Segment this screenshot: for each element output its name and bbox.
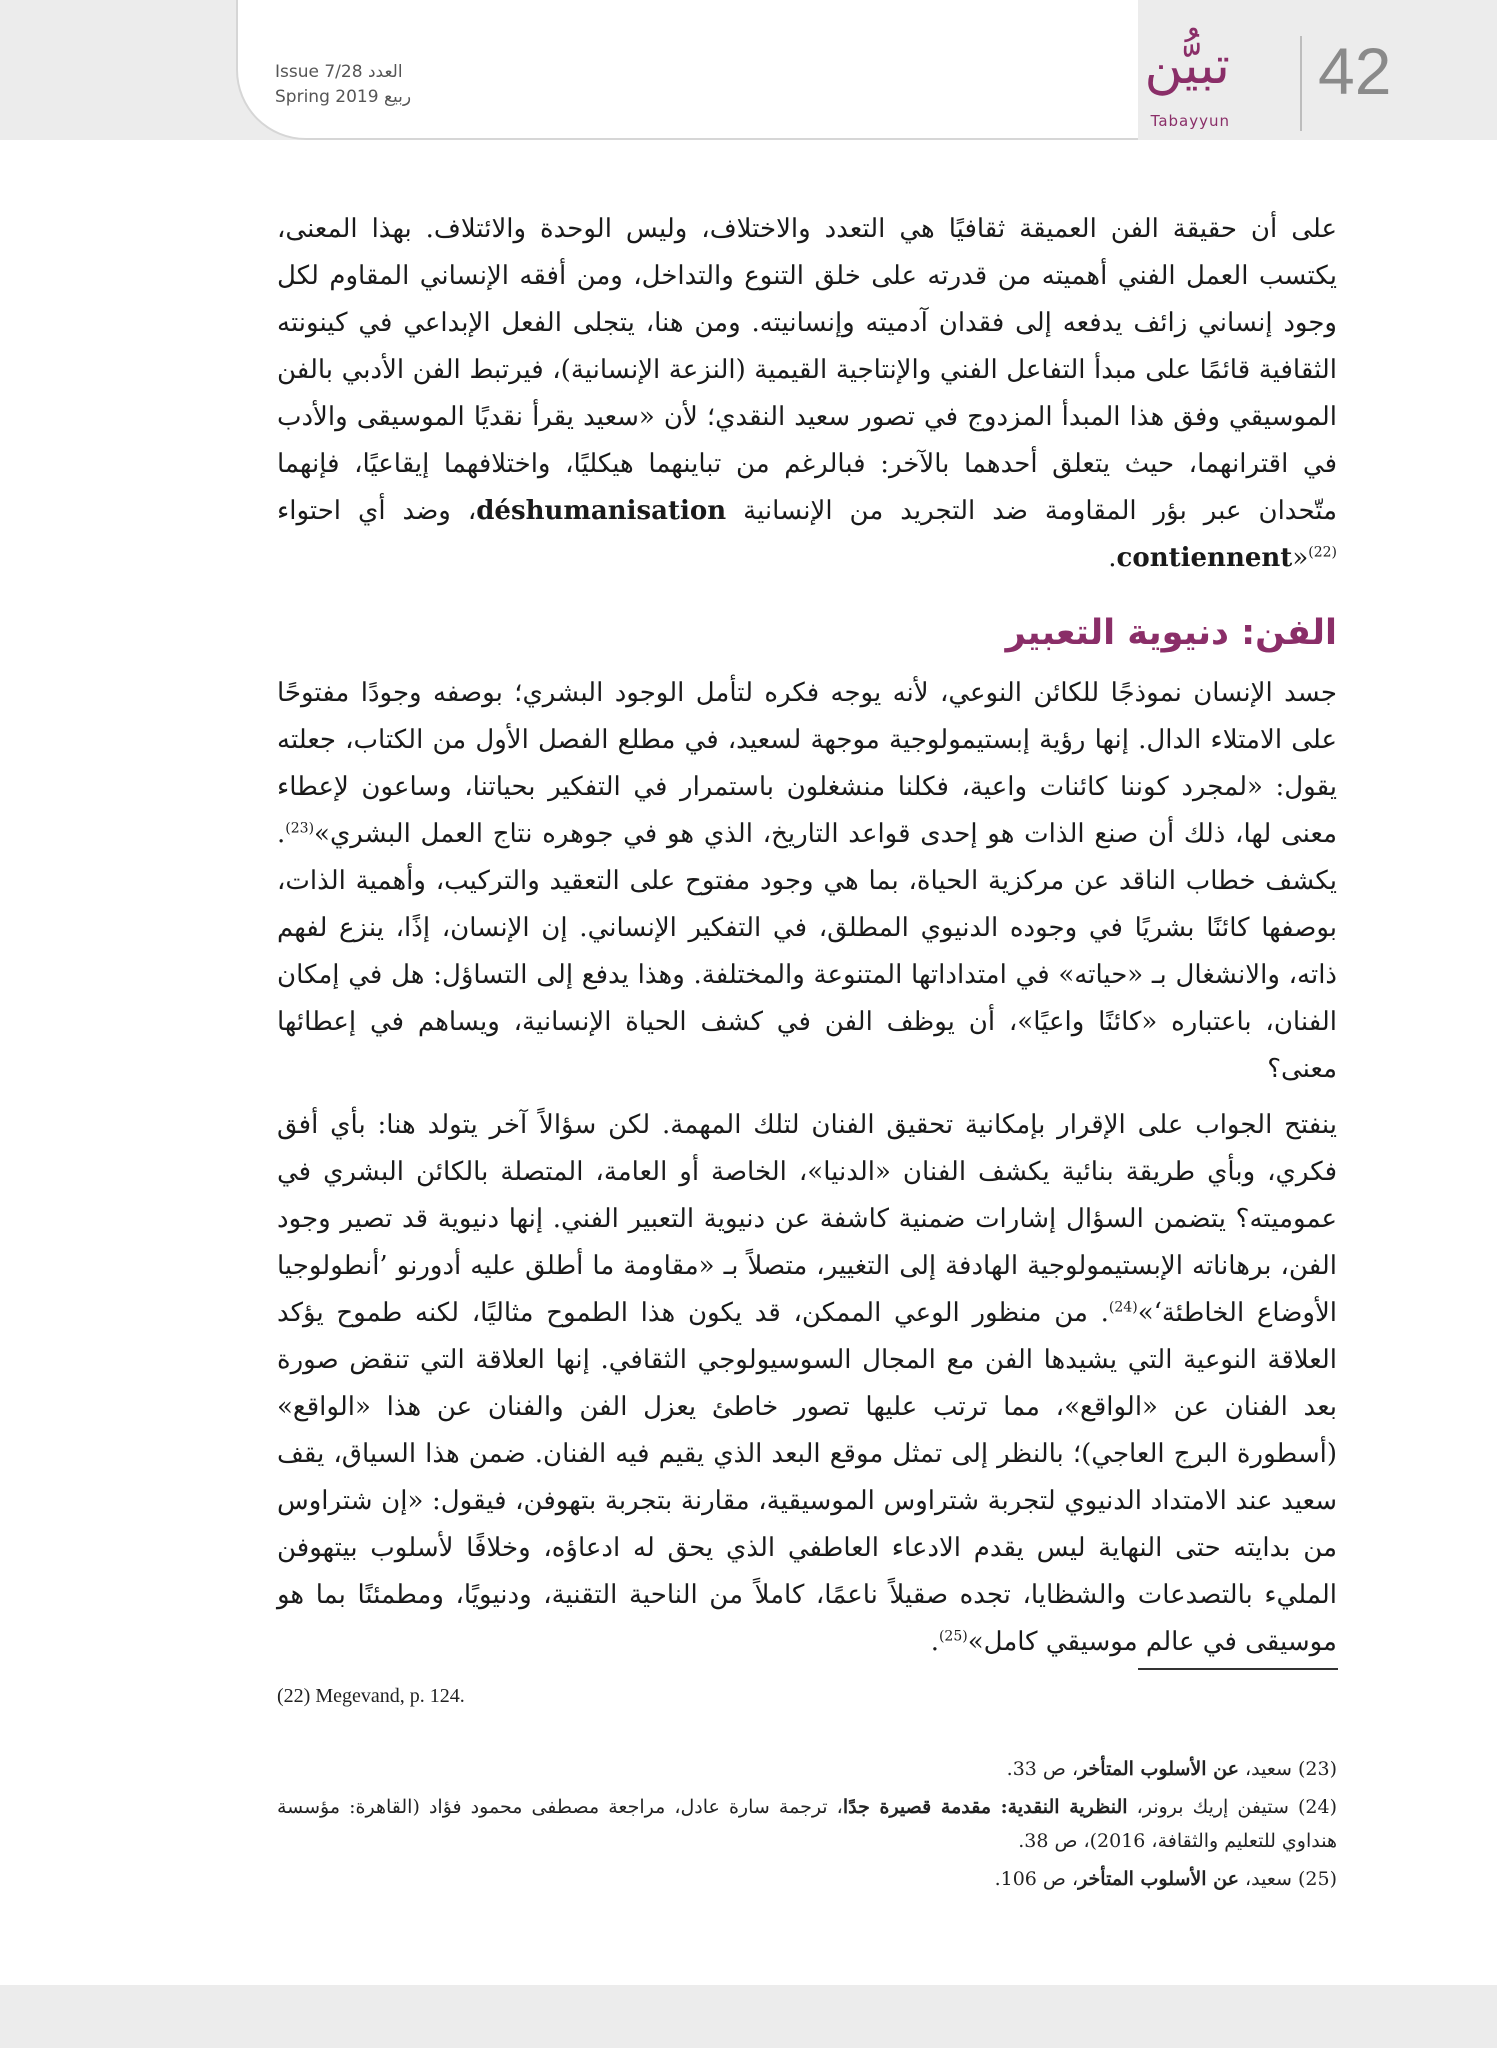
footnote-24-title: النظرية النقدية: مقدمة قصيرة جدًا bbox=[842, 1796, 1128, 1818]
footnote-ref-24: (24) bbox=[1108, 1299, 1138, 1316]
footnote-23-number: (23) bbox=[1297, 1758, 1337, 1780]
footnote-ref-25: (25) bbox=[938, 1628, 968, 1645]
footnote-24-rest: ، ترجمة سارة عادل، مراجعة مصطفى محمود فؤاد (القاهرة: مؤسسة هنداوي للتعليم والثقافة، 2016)، ص 38. bbox=[277, 1796, 1337, 1852]
paragraph-1-rest: . يكشف خطاب الناقد عن مركزية الحياة، بما هي وجود مفتوح على التعقيد والتركيب، وأهمية الذات، بوصفها كائنًا بشريًا في وجوده الدنيوي المطلق، في التفكير الإنساني. إن الإنسان، إذًا، ينزع لفهم ذاته، والانشغال بـ «حياته» في امتداداتها المتنوعة والمختلفة. وهذا يدفع إلى التساؤل: هل في إمكان الفنان، باعتباره «كائنًا واعيًا»، أن يوظف الفن في كشف الحياة الإنسانية، ويساهم في إعطائها معنى؟ bbox=[277, 819, 1337, 1084]
section-heading: الفن: دنيوية التعبير bbox=[1005, 613, 1337, 653]
logo-arabic: تبيُّن bbox=[1144, 36, 1230, 96]
footnote-23-author: سعيد، bbox=[1238, 1758, 1292, 1780]
footnote-25-number: (25) bbox=[1297, 1868, 1337, 1890]
footnote-ref-22: (22) bbox=[1308, 544, 1337, 561]
intro-middle: ، وضد أي احتواء bbox=[277, 496, 477, 526]
issue-number: Issue 7/28 العدد bbox=[275, 62, 403, 82]
intro-paragraph bbox=[277, 206, 1337, 582]
term-deshumanisation: déshumanisation bbox=[476, 496, 727, 526]
logo-latin: Tabayyun bbox=[1150, 112, 1230, 130]
footnote-25-title: عن الأسلوب المتأخر bbox=[1078, 1868, 1239, 1890]
footnote-23 bbox=[277, 1752, 1337, 1786]
footnote-22: (22) Megevand, p. 124. bbox=[277, 1685, 465, 1707]
page-number: 42 bbox=[1318, 34, 1392, 108]
paragraph-2-middle: . من منظور الوعي الممكن، قد يكون هذا الطموح مثاليًا، لكنه طموح يؤكد العلاقة النوعية التي يشيدها الفن مع المجال السوسيولوجي الثقافي. إنها العلاقة التي تنقض صورة بعد الفنان عن «الواقع»، مما ترتب عليها تصور خاطئ يعزل الفن والفنان عن هذا «الواقع» (أسطورة البرج العاجي)؛ بالنظر إلى تمثل موقع البعد الذي يقيم فيه الفنان. ضمن هذا السياق، يقف سعيد عند الامتداد الدنيوي لتجربة شتراوس الموسيقية، مقارنة بتجربة بتهوفن، فيقول: «إن شتراوس من بدايته حتى النهاية ليس يقدم الادعاء العاطفي الذي يحق له ادعاؤه، وخلافًا لأسلوب بيتهوفن المليء بالتصدعات والشظايا، تجده صقيلاً ناعمًا، كاملاً من الناحية التقنية، ودنيويًا، ومطمئنًا بما هو موسيقى في عالم موسيقي كامل» bbox=[277, 1298, 1337, 1657]
intro-text: على أن حقيقة الفن العميقة ثقافيًا هي التعدد والاختلاف، وليس الوحدة والائتلاف. بهذا المعنى، يكتسب العمل الفني أهميته من قدرته على خلق التنوع والتداخل، ومن أفقه الإنساني المقاوم لكل وجود إنساني زائف يدفعه إلى فقدان آدميته وإنسانيته. ومن هنا، يتجلى الفعل الإبداعي في كينونته الثقافية قائمًا على مبدأ التفاعل الفني والإنتاجية القيمية (النزعة الإنسانية)، فيرتبط الفن الأدبي بالفن الموسيقي وفق هذا المبدأ المزدوج في تصور سعيد النقدي؛ لأن «سعيد يقرأ نقديًا الموسيقى والأدب في اقترانهما، حيث يتعلق أحدهما بالآخر: فبالرغم من تباينهما هيكليًا، واختلافهما إيقاعيًا، فإنهما متّحدان عبر بؤر المقاومة ضد التجريد من الإنسانية bbox=[277, 214, 1337, 526]
section-paragraph-2 bbox=[277, 1102, 1337, 1666]
paragraph-2-end: . bbox=[930, 1627, 939, 1657]
section-paragraph-1 bbox=[277, 670, 1337, 1093]
paragraph-2-text: ينفتح الجواب على الإقرار بإمكانية تحقيق الفنان لتلك المهمة. لكن سؤالاً آخر يتولد هنا: بأي أفق فكري، وبأي طريقة بنائية يكشف الفنان «الدنيا»، الخاصة أو العامة، المتصلة بالكائن البشري في عموميته؟ يتضمن السؤال إشارات ضمنية كاشفة عن دنيوية التعبير الفني. إنها دنيوية قد تصير وجود الفن، برهاناته الإبستيمولوجية الهادفة إلى التغيير، متصلاً بـ «مقاومة ما أطلق عليه أدورنو ’أنطولوجيا الأوضاع الخاطئة‘» bbox=[277, 1110, 1338, 1328]
issue-info bbox=[275, 60, 475, 109]
footnote-24-author: ستيفن إريك برونر، bbox=[1127, 1796, 1289, 1818]
footnote-ref-23: (23) bbox=[285, 820, 315, 837]
footer-band bbox=[0, 1985, 1497, 2048]
footnote-23-rest: ، ص 33. bbox=[1006, 1758, 1079, 1780]
footnote-rule bbox=[1138, 1668, 1338, 1670]
footnote-25-author: سعيد، bbox=[1238, 1868, 1292, 1890]
footnote-23-title: عن الأسلوب المتأخر bbox=[1078, 1758, 1239, 1780]
footnote-24 bbox=[277, 1790, 1337, 1858]
footnote-25-rest: ، ص 106. bbox=[994, 1868, 1079, 1890]
paragraph-1-text: جسد الإنسان نموذجًا للكائن النوعي، لأنه يوجه فكره لتأمل الوجود البشري؛ بوصفه وجودًا مفتوحًا على الامتلاء الدال. إنها رؤية إبستيمولوجية موجهة لسعيد، في مطلع الفصل الأول من الكتاب، جعلته يقول: «لمجرد كوننا كائنات واعية، فكلنا منشغلون باستمرار في التفكير بحياتنا، وساعون لإعطاء معنى لها، ذلك أن صنع الذات هو إحدى قواعد التاريخ، الذي هو في جوهره نتاج العمل البشري» bbox=[277, 678, 1337, 849]
intro-final: . bbox=[1108, 543, 1117, 573]
header-divider bbox=[1300, 36, 1302, 131]
tabayyun-logo bbox=[1110, 36, 1230, 130]
issue-season: Spring 2019 ربيع bbox=[275, 86, 412, 107]
footnotes-arabic bbox=[277, 1752, 1337, 1900]
term-contiennent: contiennent bbox=[1116, 543, 1293, 573]
intro-quote-end: » bbox=[1292, 543, 1309, 573]
footnote-24-number: (24) bbox=[1297, 1796, 1337, 1818]
footnote-25 bbox=[277, 1862, 1337, 1896]
